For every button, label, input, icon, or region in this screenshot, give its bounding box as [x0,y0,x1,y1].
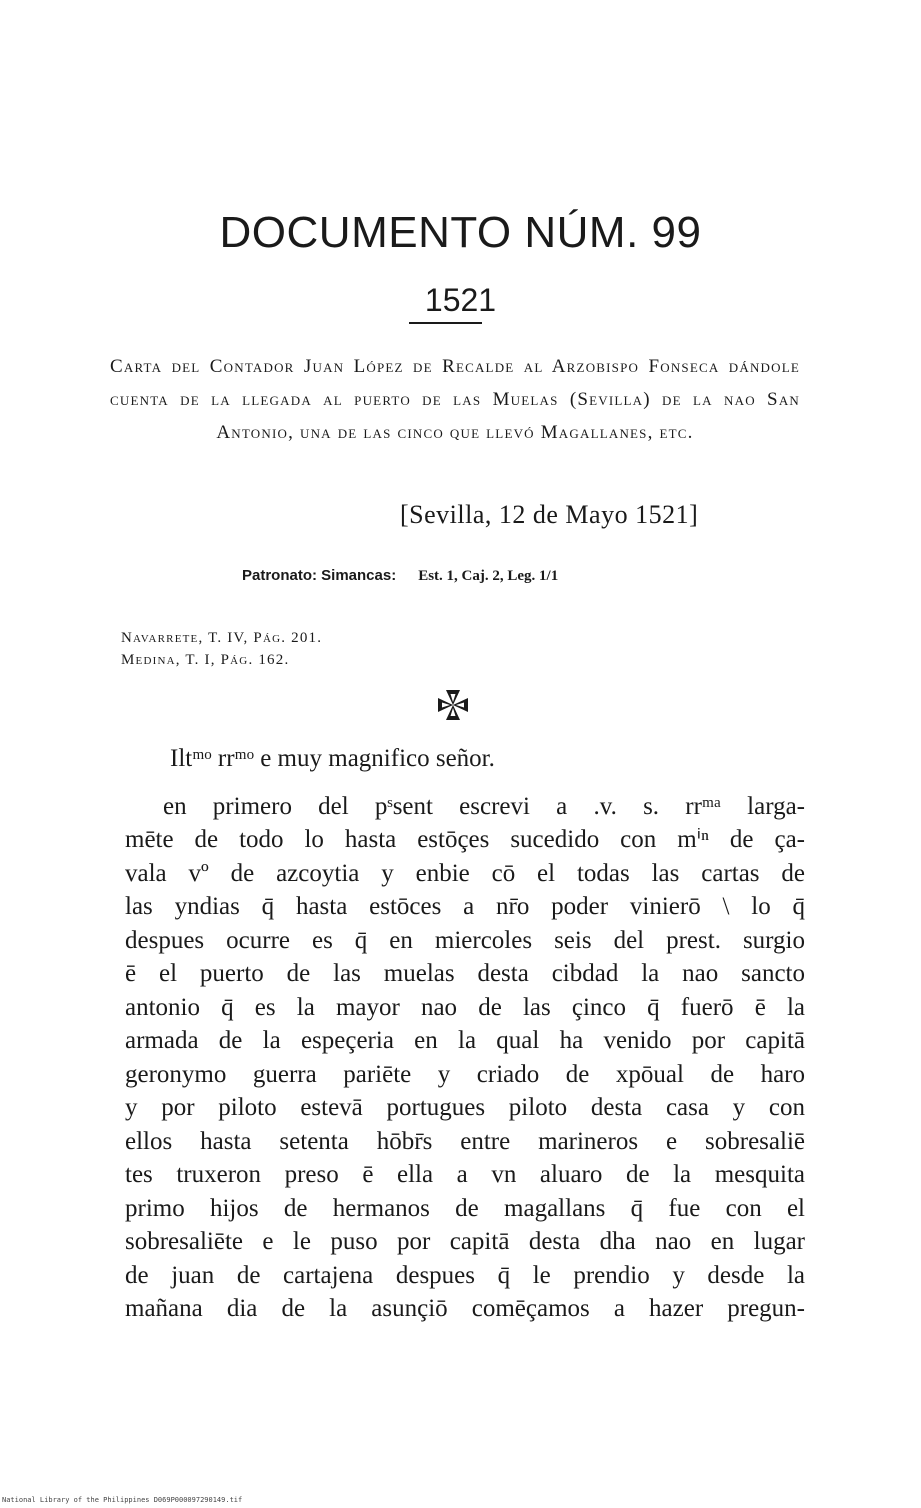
archive-reference: Est. 1, Caj. 2, Leg. 1/1 [418,568,559,584]
text-line: geronymo guerra pariēte y criado de xpōual de haro [125,1060,805,1088]
text-line: y por piloto estevā portugues piloto desta casa y con [125,1094,805,1121]
document-summary: Carta del Contador Juan López de Recalde al Arzobispo Fonseca dándole cuenta de la llegada al puerto de las Muelas (Sevilla) de la nao San Antonio, una de las cinco que llevó Magallanes, etc. [110,356,800,443]
text-line: antonio q̄ es la mayor nao de las çinco q̄ fuerō ē la [125,993,805,1021]
text-line: ē el puerto de las muelas desta cibdad la nao sancto [125,960,805,987]
scan-footer: National Library of the Philippines D069P000097290149.tif [2,1496,243,1504]
maltese-cross-icon [436,688,470,722]
text-line: las yndias q̄ hasta estōces a nr̄o poder vinierō \ lo q̄ [125,893,805,920]
bibliographic-references [121,627,521,671]
text-line: mañana dia de la asunçiō comēçamos a hazer pregun- [125,1295,805,1322]
text-line: despues ocurre es q̄ en miercoles seis del prest. surgio [125,926,805,954]
reference-medina: Medina, T. I, Pág. 162. [121,652,290,668]
letter-paragraph [125,790,805,1326]
text-line: ellos hasta setenta hōbr̄s entre marineros e sobresaliē [125,1127,805,1155]
text-line: primo hijos de hermanos de magallans q̄ fue con el [125,1194,805,1222]
archive-citation [242,567,722,585]
text-line: vala vº de azcoytia y enbie cō el todas las cartas de [125,859,805,887]
text-line: sobresaliēte e le puso por capitā desta dha nao en lugar [125,1228,805,1255]
archive-label: Patronato: Simancas: [242,567,397,584]
text-line: armada de la espeçeria en la qual ha venido por capitā [125,1027,805,1054]
letter-salutation: Iltᵐᵒ rrᵐᵒ e muy magnifico señor. [170,745,495,772]
text-line: en primero del pˢsent escrevi a .v. s. rrᵐᵃ larga- [163,792,805,820]
reference-navarrete: Navarrete, T. IV, Pág. 201. [121,630,323,646]
document-year: 1521 [424,282,497,318]
letter-body [125,742,805,1326]
text-line: tes truxeron preso ē ella a vn aluaro de la mesquita [125,1161,805,1188]
document-title: DOCUMENTO NÚM. 99 [219,208,702,257]
text-line: de juan de cartajena despues q̄ le prendio y desde la [125,1261,805,1289]
year-underline [409,322,482,324]
text-line: mēte de todo lo hasta estōçes sucedido con mⁱⁿ de ça- [125,826,805,853]
date-line: [Sevilla, 12 de Mayo 1521] [400,500,699,529]
